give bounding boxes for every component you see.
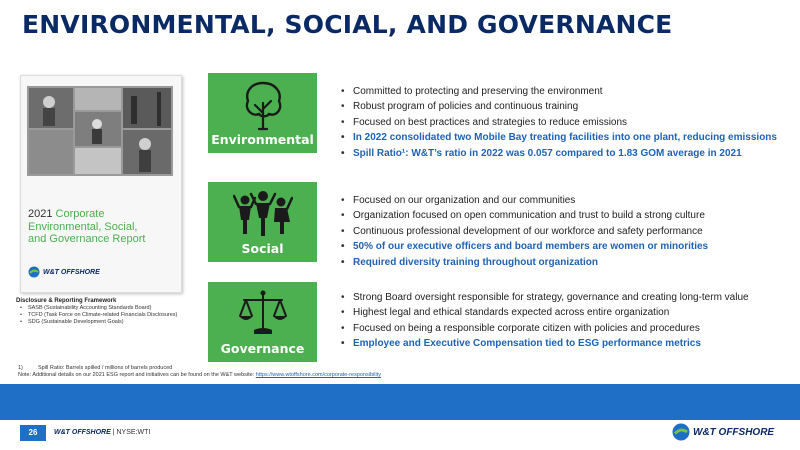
cover-photo-collage	[27, 86, 173, 176]
footnote-spill-text: Spill Ratio: Barrels spilled / millions of barrels produced	[38, 365, 173, 371]
cover-title-year: 2021	[28, 208, 53, 220]
bullet-highlight: • Employee and Executive Compensation tied to ESG performance metrics	[341, 336, 791, 351]
bullet-item: • Highest legal and ethical standards expected across entire organization	[341, 305, 791, 320]
category-label: Governance	[220, 341, 305, 356]
bullet-highlight: • Spill Ratio¹: W&T’s ratio in 2022 was 0.057 compared to 1.83 GOM average in 2021	[341, 146, 791, 161]
bullet-item: • Organization focused on open communication and trust to build a strong culture	[341, 208, 791, 223]
cover-title	[28, 208, 178, 246]
category-label: Environmental	[211, 132, 314, 147]
disclosure-item: • SASB (Sustainability Accounting Standards Board)	[20, 305, 246, 312]
footer-logo	[672, 423, 774, 441]
cover-logo	[28, 266, 100, 278]
social-bullets	[341, 193, 791, 270]
disclosure-item: • SDG (Sustainable Development Goals)	[20, 319, 246, 326]
bullet-highlight: • In 2022 consolidated two Mobile Bay treating facilities into one plant, reducing emissions	[341, 130, 791, 145]
tree-icon	[241, 79, 285, 133]
footnotes	[18, 365, 758, 379]
footer-ticker: NYSE:WTI	[116, 429, 151, 436]
category-governance	[208, 282, 317, 362]
wt-logo-icon	[672, 423, 690, 441]
disclosure-title: Disclosure & Reporting Framework	[16, 298, 117, 304]
environmental-bullets	[341, 84, 791, 161]
bullet-item: • Robust program of policies and continuous training	[341, 99, 791, 114]
footer-logo-text: W&T OFFSHORE	[693, 426, 775, 438]
cover-title-line3: and Governance Report	[28, 233, 146, 245]
scales-icon	[238, 288, 288, 338]
bullet-item: • Continuous professional development of our workforce and safety performance	[341, 224, 791, 239]
footer-band	[0, 384, 800, 420]
people-icon	[233, 188, 293, 238]
cover-title-line2: Environmental, Social,	[28, 220, 138, 233]
page-number: 26	[20, 425, 46, 441]
footer-separator: |	[110, 429, 117, 436]
footnote-note-text: Note: Additional details on our 2021 ESG report and initiatives can be found on the W&T website:	[18, 372, 256, 378]
bullet-item: • Focused on being a responsible corporate citizen with policies and procedures	[341, 321, 791, 336]
cover-title-corporate: Corporate	[52, 208, 105, 220]
bullet-highlight: • 50% of our executive officers and board members are women or minorities	[341, 239, 791, 254]
footnote-note	[18, 372, 758, 379]
wt-logo-icon	[28, 266, 40, 278]
bullet-item: • Focused on best practices and strategies to reduce emissions	[341, 115, 791, 130]
footnote-spill-ratio	[18, 365, 758, 372]
bullet-item: • Focused on our organization and our communities	[341, 193, 791, 208]
footer-brand-name: W&T OFFSHORE	[54, 429, 111, 436]
footnote-number: 1)	[18, 365, 23, 371]
cover-logo-text: W&T OFFSHORE	[43, 268, 100, 276]
corporate-responsibility-link[interactable]: https://www.wtoffshore.com/corporate-responsibility	[255, 372, 381, 378]
bullet-item: • Strong Board oversight responsible for strategy, governance and creating long-term value	[341, 290, 791, 305]
category-environmental	[208, 73, 317, 153]
category-social	[208, 182, 317, 262]
page-title: ENVIRONMENTAL, SOCIAL, AND GOVERNANCE	[22, 10, 673, 39]
disclosure-item: • TCFD (Task Force on Climate-related Financials Disclosures)	[20, 312, 246, 319]
bullet-highlight: • Required diversity training throughout organization	[341, 255, 791, 270]
bullet-item: • Committed to protecting and preserving the environment	[341, 84, 791, 99]
footer-brand	[54, 429, 150, 436]
category-label: Social	[241, 241, 284, 256]
governance-bullets	[341, 290, 791, 352]
esg-report-cover[interactable]	[20, 75, 182, 293]
